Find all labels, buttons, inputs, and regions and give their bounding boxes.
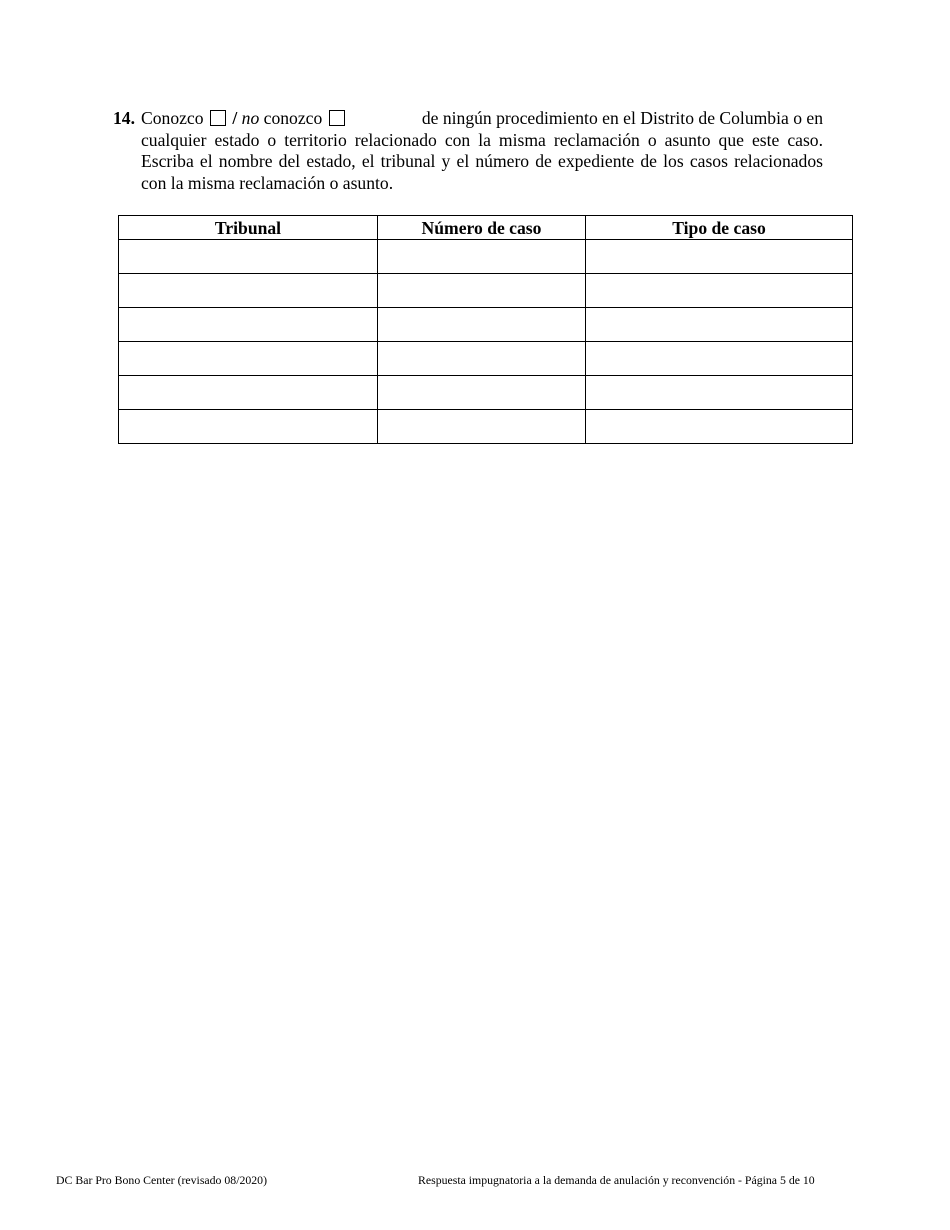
table-row bbox=[119, 342, 853, 376]
table-header-row bbox=[119, 216, 853, 240]
case-type-cell[interactable] bbox=[586, 240, 853, 274]
item-number: 14. bbox=[113, 108, 135, 128]
item-14-first-line bbox=[141, 108, 823, 130]
court-cell[interactable] bbox=[119, 274, 378, 308]
case-type-cell[interactable] bbox=[586, 410, 853, 444]
know-option bbox=[141, 108, 347, 130]
court-cell[interactable] bbox=[119, 240, 378, 274]
court-cell[interactable] bbox=[119, 410, 378, 444]
dont-know-checkbox[interactable] bbox=[329, 110, 345, 126]
option-separator: / bbox=[232, 108, 238, 128]
item-14 bbox=[113, 108, 823, 194]
table-row bbox=[119, 240, 853, 274]
table-row bbox=[119, 376, 853, 410]
court-cell[interactable] bbox=[119, 308, 378, 342]
footer-page-info: Respuesta impugnatoria a la demanda de anulación y reconvención - Página 5 de 10 bbox=[418, 1173, 815, 1187]
case-number-cell[interactable] bbox=[378, 274, 586, 308]
header-case-number: Número de caso bbox=[378, 216, 586, 240]
table-row bbox=[119, 410, 853, 444]
court-cell[interactable] bbox=[119, 376, 378, 410]
case-type-cell[interactable] bbox=[586, 308, 853, 342]
case-type-cell[interactable] bbox=[586, 376, 853, 410]
no-label: no bbox=[241, 108, 260, 128]
court-cell[interactable] bbox=[119, 342, 378, 376]
footer-organization: DC Bar Pro Bono Center (revisado 08/2020) bbox=[56, 1173, 268, 1187]
know-label: Conozco bbox=[141, 108, 204, 128]
case-number-cell[interactable] bbox=[378, 376, 586, 410]
related-cases-table bbox=[118, 215, 853, 444]
item-14-line1-rest: de ningún procedimiento en el Distrito de Columbia o en bbox=[421, 108, 823, 128]
dont-know-label: conozco bbox=[263, 108, 323, 128]
table-row bbox=[119, 274, 853, 308]
case-number-cell[interactable] bbox=[378, 410, 586, 444]
case-type-cell[interactable] bbox=[586, 342, 853, 376]
header-case-type: Tipo de caso bbox=[586, 216, 853, 240]
case-number-cell[interactable] bbox=[378, 240, 586, 274]
know-checkbox[interactable] bbox=[210, 110, 226, 126]
case-type-cell[interactable] bbox=[586, 274, 853, 308]
item-14-text bbox=[141, 108, 823, 194]
case-number-cell[interactable] bbox=[378, 342, 586, 376]
header-court: Tribunal bbox=[119, 216, 378, 240]
table-row bbox=[119, 308, 853, 342]
case-number-cell[interactable] bbox=[378, 308, 586, 342]
item-14-rest-text: cualquier estado o territorio relacionado con la misma reclamación o asunto que este caso. Escriba el nombre del estado, el tribunal y el número de expediente de los casos relacionados con la misma reclamación o asunto. bbox=[141, 129, 823, 193]
